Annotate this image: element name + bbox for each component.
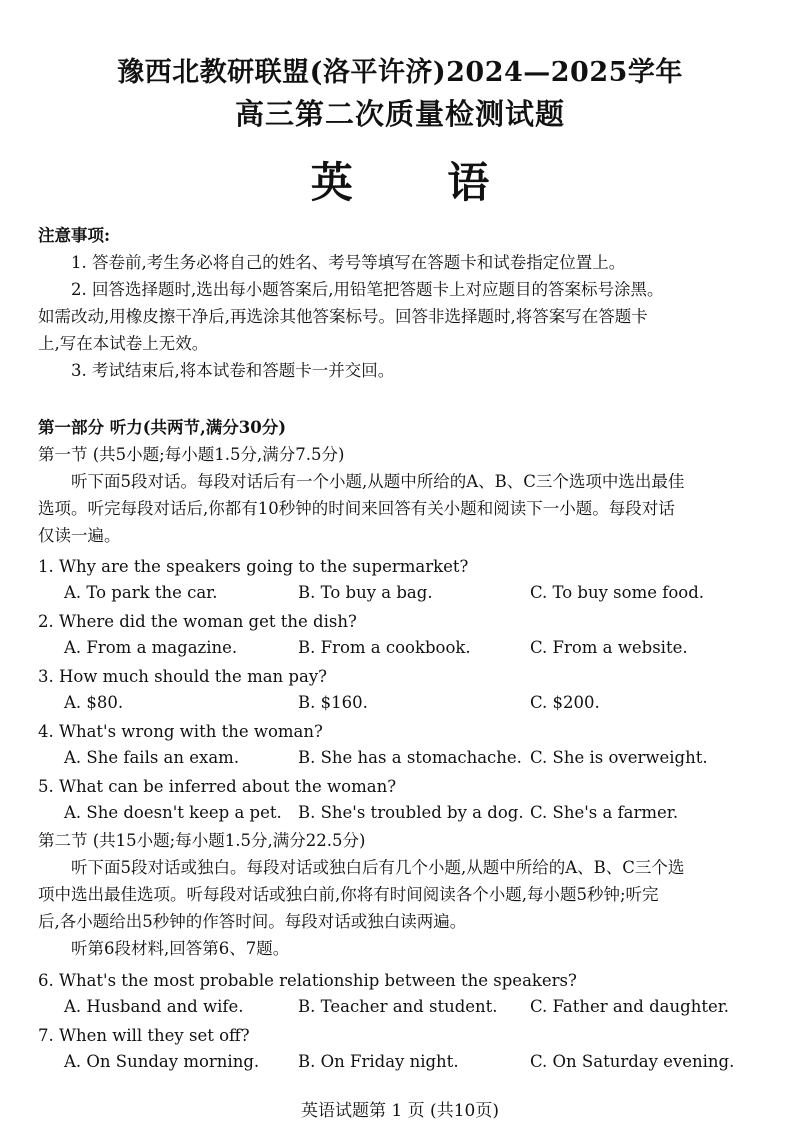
question-6: 6. What's the most probable relationship between the speakers?	[38, 971, 577, 990]
question-2: 2. Where did the woman get the dish?	[38, 612, 357, 631]
section1-instruction: 选项。听完每段对话后,你都有10秒钟的时间来回答有关小题和阅读下一小题。每段对话	[38, 499, 675, 518]
section1-instruction: 仅读一遍。	[38, 526, 121, 545]
question-5: 5. What can be inferred about the woman?	[38, 777, 397, 796]
notice-section	[38, 222, 768, 384]
part1-heading: 第一部分 听力(共两节,满分30分)	[38, 418, 287, 437]
option-b: B. She's troubled by a dog.	[298, 803, 524, 822]
question-1: 1. Why are the speakers going to the supermarket?	[38, 557, 469, 576]
section2	[38, 827, 768, 962]
option-b: B. To buy a bag.	[298, 583, 433, 602]
material-note: 听第6段材料,回答第6、7题。	[71, 939, 290, 958]
notice-item: 如需改动,用橡皮擦干净后,再选涂其他答案标号。回答非选择题时,将答案写在答题卡	[38, 307, 648, 326]
option-a: A. She doesn't keep a pet.	[64, 803, 282, 822]
part1-section	[38, 414, 768, 549]
question-7: 7. When will they set off?	[38, 1026, 250, 1045]
notice-heading: 注意事项:	[38, 226, 111, 245]
notice-item: 1. 答卷前,考生务必将自己的姓名、考号等填写在答题卡和试卷指定位置上。	[71, 253, 626, 272]
notice-item: 2. 回答选择题时,选出每小题答案后,用铅笔把答题卡上对应题目的答案标号涂黑。	[71, 280, 664, 299]
option-c: C. From a website.	[530, 638, 688, 657]
page-footer: 英语试题第 1 页 (共10页)	[301, 1101, 499, 1121]
subject-title: 英 语	[310, 158, 530, 207]
option-c: C. To buy some food.	[530, 583, 705, 602]
option-b: B. She has a stomachache.	[298, 748, 522, 767]
notice-item: 上,写在本试卷上无效。	[38, 334, 209, 353]
section2-instruction: 项中选出最佳选项。听每段对话或独白前,你将有时间阅读各个小题,每小题5秒钟;听完	[38, 885, 659, 904]
option-a: A. To park the car.	[64, 583, 218, 602]
option-c: C. On Saturday evening.	[530, 1052, 735, 1071]
option-a: A. From a magazine.	[64, 638, 238, 657]
section1-instruction: 听下面5段对话。每段对话后有一个小题,从题中所给的A、B、C三个选项中选出最佳	[71, 472, 685, 491]
section2-instruction: 后,各小题给出5秒钟的作答时间。每段对话或独白读两遍。	[38, 912, 467, 931]
option-c: C. Father and daughter.	[530, 997, 730, 1016]
question-4: 4. What's wrong with the woman?	[38, 722, 323, 741]
exam-subtitle: 高三第二次质量检测试题	[234, 97, 565, 131]
option-a: A. $80.	[64, 693, 124, 712]
option-b: B. $160.	[298, 693, 368, 712]
notice-item: 3. 考试结束后,将本试卷和答题卡一并交回。	[71, 361, 395, 380]
option-c: C. $200.	[530, 693, 600, 712]
option-b: B. Teacher and student.	[298, 997, 498, 1016]
section2-heading: 第二节 (共15小题;每小题1.5分,满分22.5分)	[38, 831, 366, 850]
option-c: C. She's a farmer.	[530, 803, 679, 822]
option-a: A. She fails an exam.	[64, 748, 240, 767]
section1-heading: 第一节 (共5小题;每小题1.5分,满分7.5分)	[38, 445, 345, 464]
option-a: A. Husband and wife.	[64, 997, 244, 1016]
option-b: B. From a cookbook.	[298, 638, 471, 657]
option-b: B. On Friday night.	[298, 1052, 459, 1071]
option-a: A. On Sunday morning.	[64, 1052, 260, 1071]
section2-instruction: 听下面5段对话或独白。每段对话或独白后有几个小题,从题中所给的A、B、C三个选	[71, 858, 685, 877]
exam-title: 豫西北教研联盟(洛平许济)2024—2025学年	[117, 57, 683, 88]
option-c: C. She is overweight.	[530, 748, 708, 767]
question-3: 3. How much should the man pay?	[38, 667, 327, 686]
